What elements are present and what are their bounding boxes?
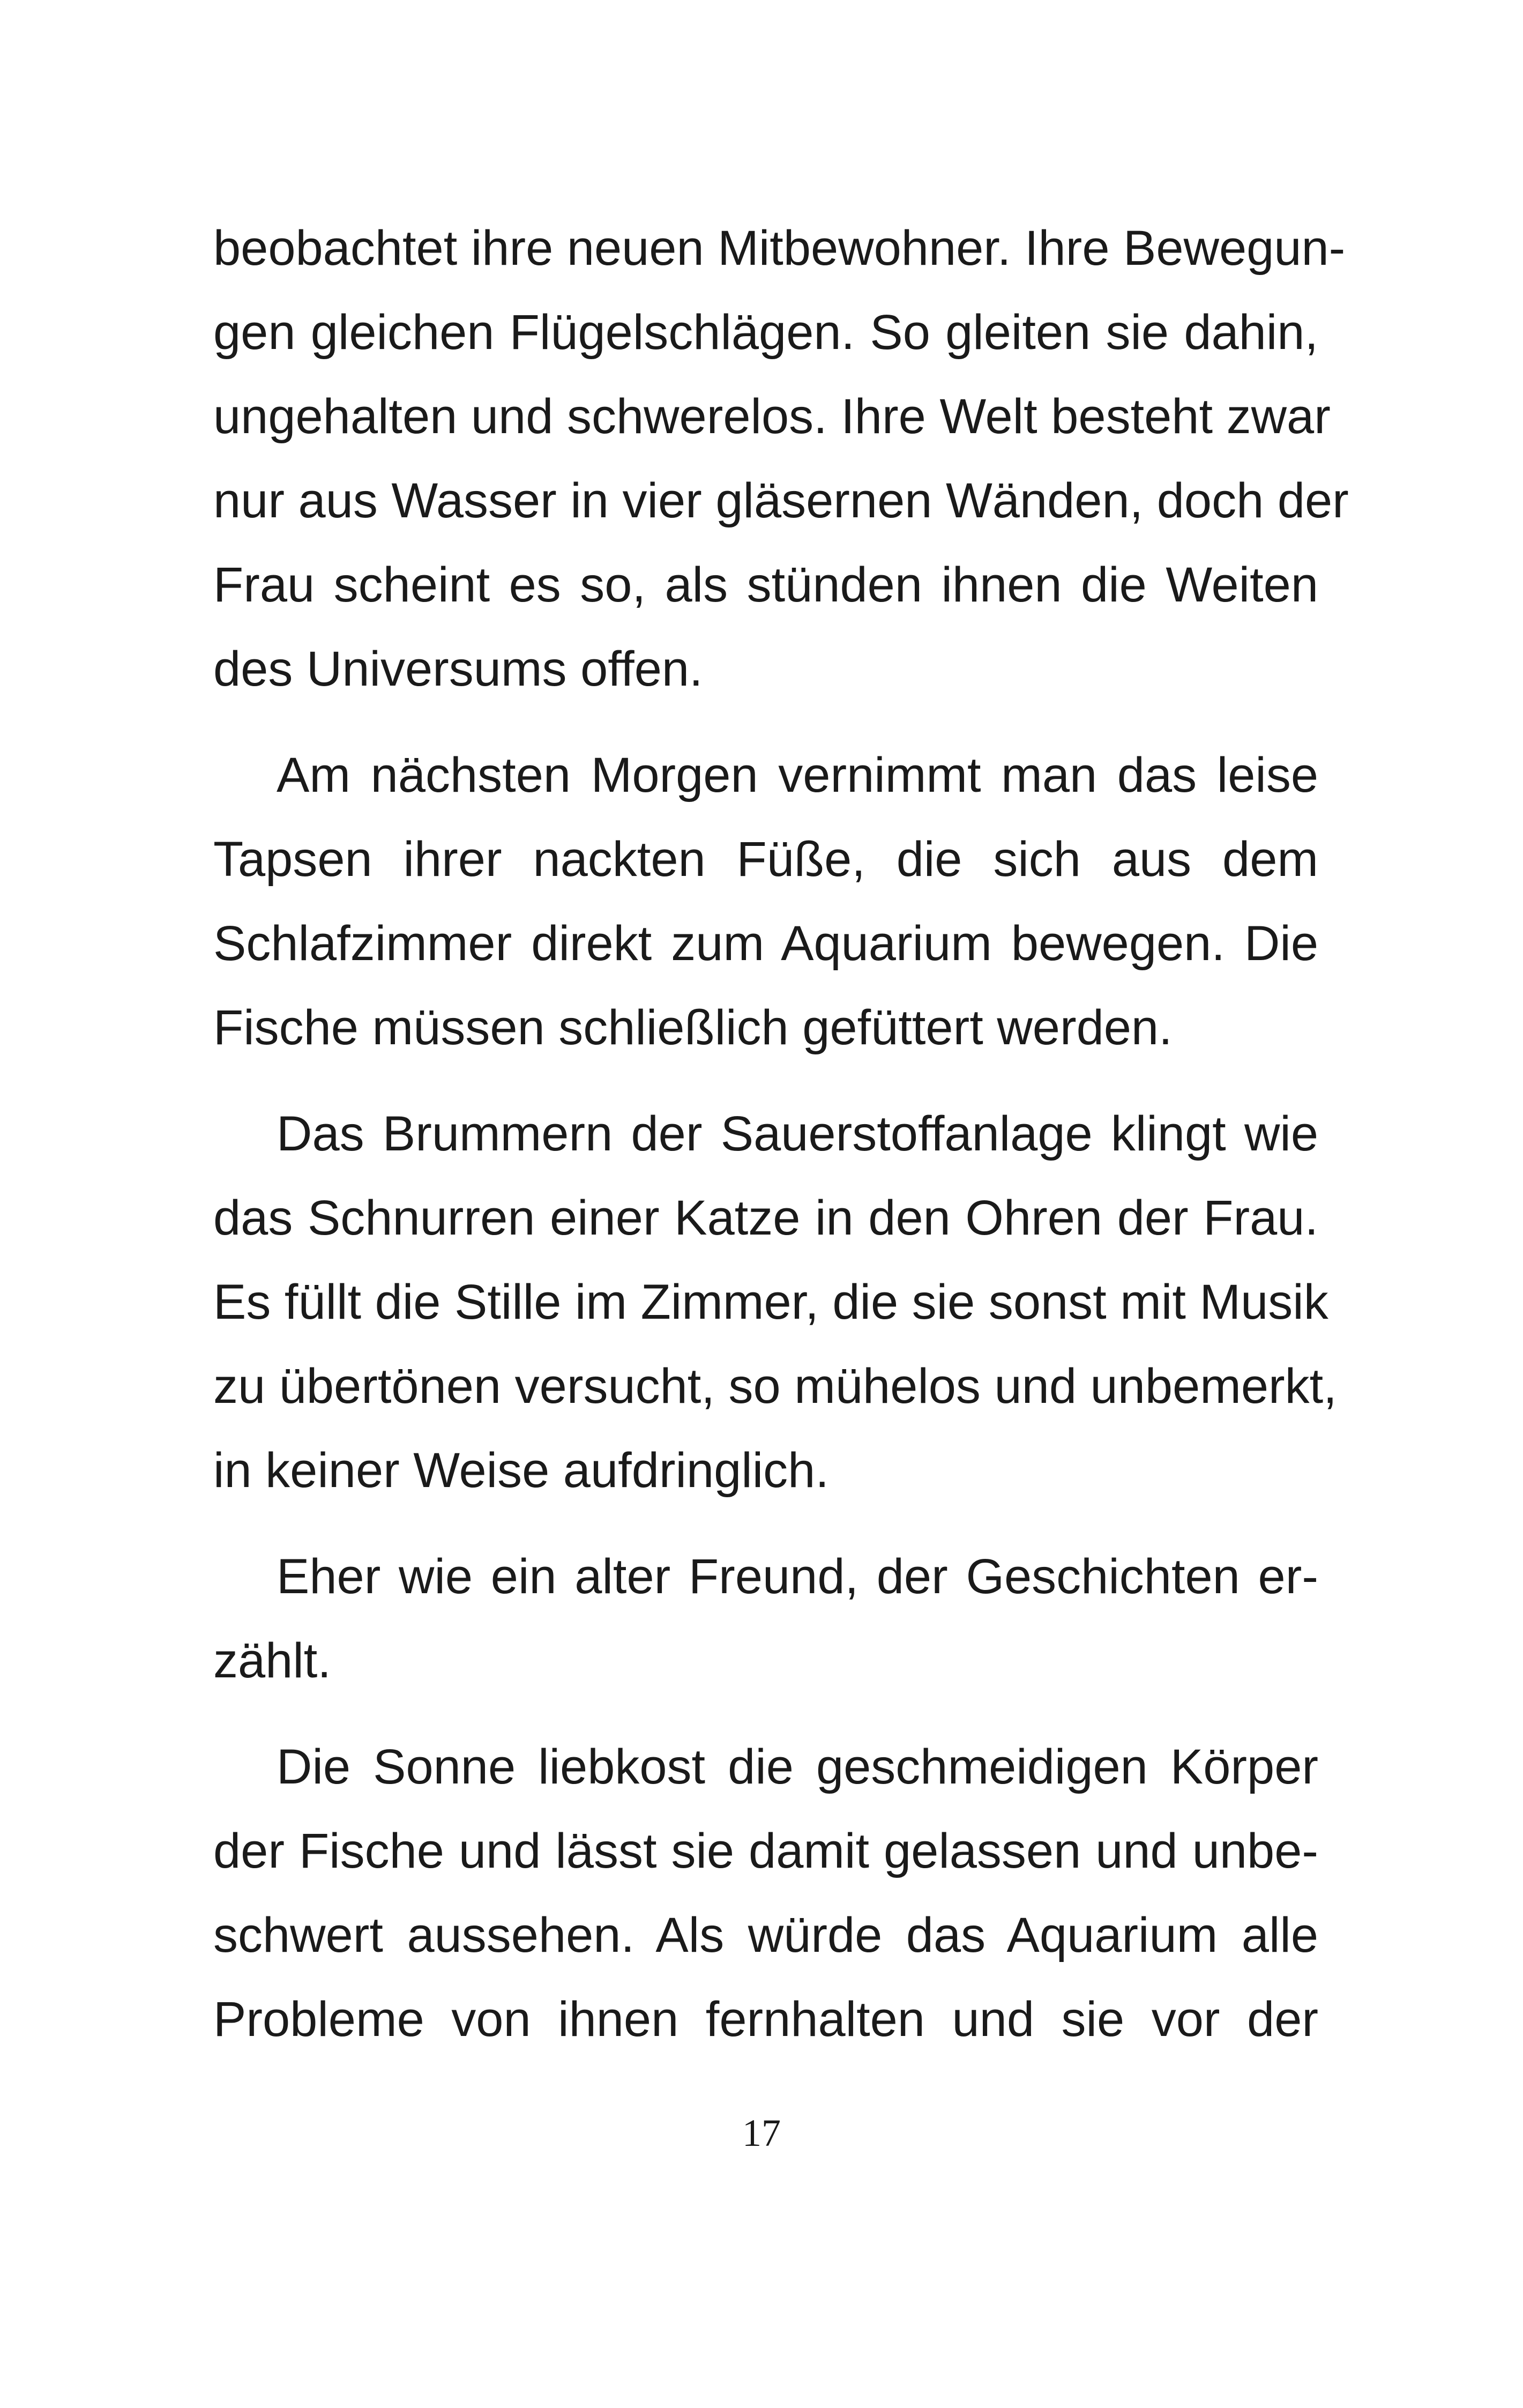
text-line: Eher wie ein alter Freund, der Geschichten er- [277,1549,1318,1604]
paragraph [213,1092,1337,1513]
text-line: Fische müssen schließlich gefüttert werden. [213,1000,1173,1055]
text-line: nur aus Wasser in vier gläsernen Wänden, doch der [213,473,1349,528]
page-number: 17 [742,2112,781,2154]
text-line: Tapsen ihrer nackten Füße, die sich aus dem [213,832,1318,887]
text-line: zählt. [213,1633,331,1688]
text-line: das Schnurren einer Katze in den Ohren der Frau. [213,1191,1318,1245]
text-line: Das Brummern der Sauerstoffanlage klingt wie [277,1106,1318,1161]
paragraph [213,1535,1318,1703]
body-text [213,206,1349,2084]
text-line: gen gleichen Flügelschlägen. So gleiten sie dahin, [213,305,1318,360]
paragraph [213,206,1349,711]
text-line: beobachtet ihre neuen Mitbewohner. Ihre Bewegun- [213,221,1346,276]
text-line: Die Sonne liebkost die geschmeidigen Körper [277,1740,1318,1794]
text-line: in keiner Weise aufdringlich. [213,1443,829,1498]
text-line: Es füllt die Stille im Zimmer, die sie sonst mit Musik [213,1275,1328,1329]
text-line: ungehalten und schwerelos. Ihre Welt besteht zwar [213,389,1331,444]
text-line: des Universums offen. [213,642,703,696]
text-line: der Fische und lässt sie damit gelassen und unbe- [213,1824,1318,1878]
text-line: Am nächsten Morgen vernimmt man das leise [277,748,1318,802]
text-line: Frau scheint es so, als stünden ihnen die Weiten [213,558,1318,612]
text-line: Probleme von ihnen fernhalten und sie vor der [213,1992,1318,2047]
text-line: schwert aussehen. Als würde das Aquarium alle [213,1908,1318,1963]
text-line: Schlafzimmer direkt zum Aquarium bewegen. Die [213,916,1318,971]
paragraph [213,1725,1318,2062]
paragraph [213,733,1318,1070]
text-line: zu übertönen versucht, so mühelos und unbemerkt, [213,1359,1337,1414]
